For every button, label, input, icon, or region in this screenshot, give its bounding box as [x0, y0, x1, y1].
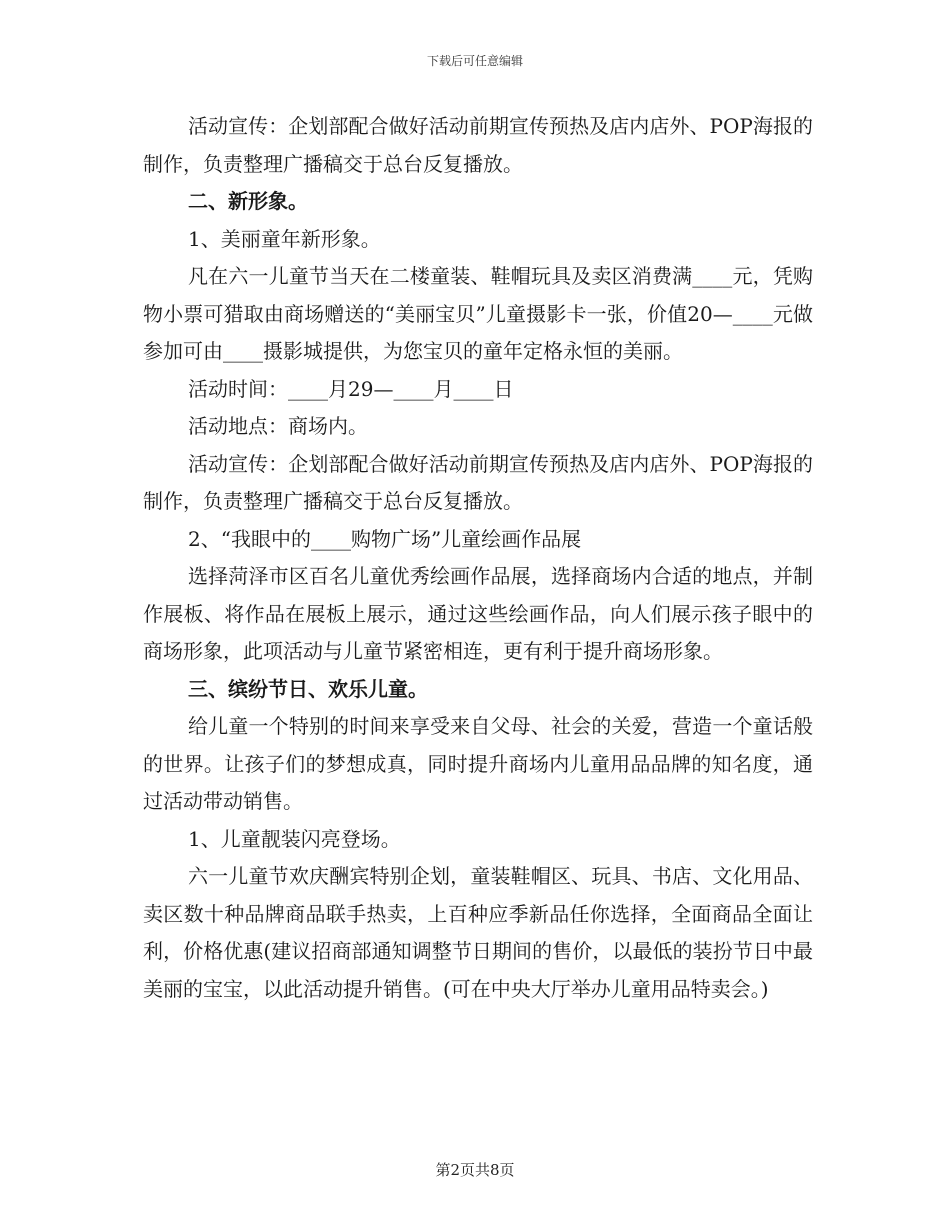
section-heading-new-image: 二、新形象。: [188, 189, 308, 213]
paragraph-festival-intro: 给儿童一个特别的时间来享受来自父母、社会的关爱，营造一个童话般的世界。让孩子们的梦想成真，同时提升商场内儿童用品品牌的知名度，通过活动带动销售。: [143, 714, 813, 813]
document-body: [143, 108, 813, 1008]
paragraph-promotion-2: 活动宣传：企划部配合做好活动前期宣传预热及店内店外、POP海报的制作，负责整理广播稿交于总台反复播放。: [143, 451, 813, 513]
paragraph-activity-location: 活动地点：商场内。: [188, 414, 368, 438]
paragraph-drawing-exhibition: 选择菏泽市区百名儿童优秀绘画作品展，选择商场内合适的地点，并制作展板、将作品在展板上展示，通过这些绘画作品，向人们展示孩子眼中的商场形象，此项活动与儿童节紧密相连，更有利于提升商场形象。: [143, 564, 813, 663]
subheading-drawing-exhibition: 2、“我眼中的____购物广场”儿童绘画作品展: [188, 526, 582, 551]
paragraph-photo-card: 凡在六一儿童节当天在二楼童装、鞋帽玩具及卖区消费满____元，凭购物小票可猎取由商场赠送的“美丽宝贝”儿童摄影卡一张，价值20—____元做参加可由____摄影城提供，为您宝贝的童年定格永恒的美丽。: [143, 264, 813, 363]
subheading-beautiful-childhood: 1、美丽童年新形象。: [188, 226, 381, 251]
page-header: 下载后可任意编辑: [426, 54, 523, 68]
paragraph-activity-time: 活动时间：____月29—____月____日: [188, 376, 514, 401]
subheading-children-fashion: 1、儿童靓装闪亮登场。: [188, 826, 401, 851]
paragraph-children-fashion: 六一儿童节欢庆酬宾特别企划，童装鞋帽区、玩具、书店、文化用品、卖区数十种品牌商品联手热卖，上百种应季新品任你选择，全面商品全面让利，价格优惠(建议招商部通知调整节日期间的售价，以最低的装扮节日中最美丽的宝宝，以此活动提升销售。(可在中央大厅举办儿童用品特卖会。): [143, 864, 813, 1001]
page-footer: 第2页共8页: [435, 1161, 515, 1179]
section-heading-festival: 三、缤纷节日、欢乐儿童。: [188, 676, 428, 701]
paragraph-promotion-1: 活动宣传：企划部配合做好活动前期宣传预热及店内店外、POP海报的制作，负责整理广播稿交于总台反复播放。: [143, 114, 813, 176]
